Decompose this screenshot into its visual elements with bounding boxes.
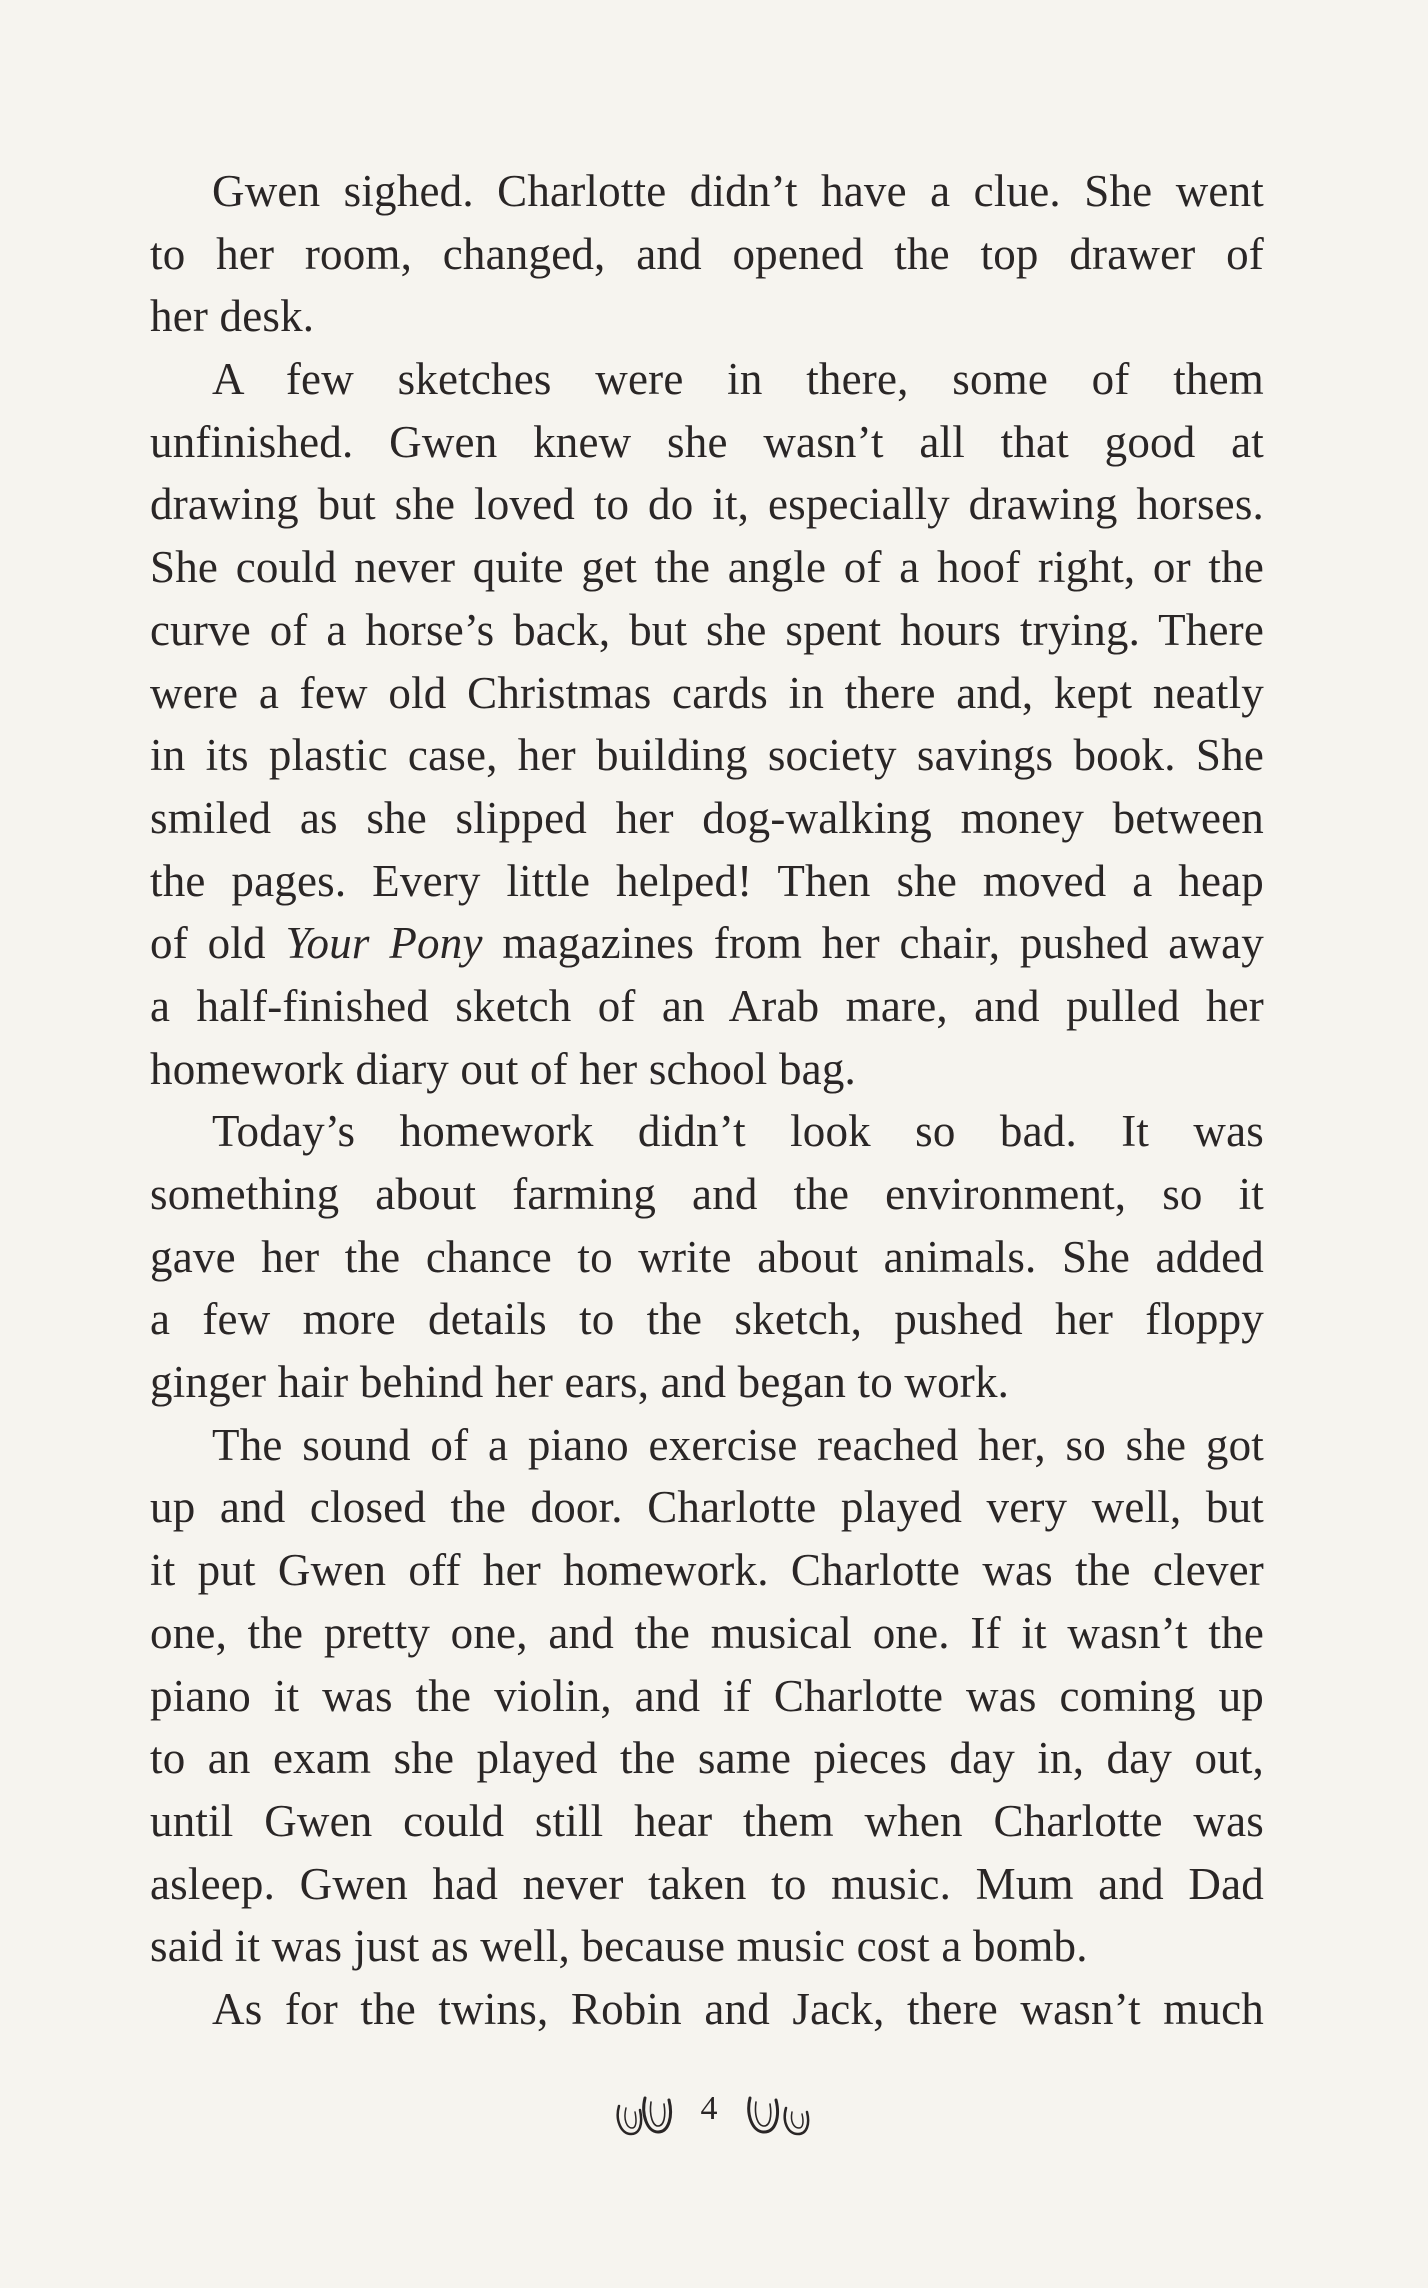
text-line: Gwen sighed. Charlotte didn’t have a clue. She went xyxy=(212,166,1264,216)
text-line: Today’s homework didn’t look so bad. It was xyxy=(212,1106,1264,1157)
text-line: piano it was the violin, and if Charlotte was coming up xyxy=(150,1670,1264,1721)
page-body xyxy=(150,160,1264,2041)
page-footer xyxy=(0,2086,1428,2146)
text-line: a half-finished sketch of an Arab mare, and pulled her xyxy=(150,980,1264,1031)
text-line: were a few old Christmas cards in there and, kept neatly xyxy=(150,667,1264,718)
horseshoe-pair-icon xyxy=(744,2094,816,2138)
text-line: until Gwen could still hear them when Charlotte was xyxy=(150,1795,1264,1846)
magazine-title: Your Pony xyxy=(285,918,483,969)
text-line: a few more details to the sketch, pushed her floppy xyxy=(150,1294,1264,1345)
text-line: drawing but she loved to do it, especially drawing horses. xyxy=(150,479,1264,530)
text-line xyxy=(150,912,1264,975)
text-line: The sound of a piano exercise reached her, so she got xyxy=(212,1419,1264,1470)
text-line: to her room, changed, and opened the top drawer of xyxy=(150,228,1264,279)
text-line: to an exam she played the same pieces day in, day out, xyxy=(150,1733,1264,1784)
text-line: As for the twins, Robin and Jack, there wasn’t much xyxy=(212,1983,1264,2034)
text-line: unfinished. Gwen knew she wasn’t all that good at xyxy=(150,416,1264,467)
text-line-segment: magazines from her chair, pushed away xyxy=(482,918,1265,969)
text-line: She could never quite get the angle of a hoof right, or the xyxy=(150,542,1264,593)
text-line: ginger hair behind her ears, and began to work. xyxy=(150,1357,1010,1408)
page-number: 4 xyxy=(700,2090,718,2127)
text-line: smiled as she slipped her dog-walking money between xyxy=(150,792,1264,843)
text-line: the pages. Every little helped! Then she moved a heap xyxy=(150,855,1264,906)
horseshoe-pair-icon xyxy=(613,2094,675,2138)
text-line: something about farming and the environment, so it xyxy=(150,1169,1264,1219)
text-line: it put Gwen off her homework. Charlotte was the clever xyxy=(150,1545,1264,1596)
text-line: curve of a horse’s back, but she spent hours trying. There xyxy=(150,604,1264,655)
text-line: one, the pretty one, and the musical one. If it wasn’t the xyxy=(150,1607,1264,1658)
text-line: homework diary out of her school bag. xyxy=(150,1043,856,1094)
text-line: asleep. Gwen had never taken to music. Mum and Dad xyxy=(150,1858,1264,1909)
text-line: her desk. xyxy=(150,291,315,342)
text-line: in its plastic case, her building society savings book. She xyxy=(150,730,1264,781)
text-line: A few sketches were in there, some of them xyxy=(212,354,1264,405)
text-line-segment: of old xyxy=(150,918,286,969)
text-line: said it was just as well, because music cost a bomb. xyxy=(150,1921,1088,1972)
text-line: gave her the chance to write about animals. She added xyxy=(150,1231,1264,1282)
text-line: up and closed the door. Charlotte played very well, but xyxy=(150,1482,1264,1533)
